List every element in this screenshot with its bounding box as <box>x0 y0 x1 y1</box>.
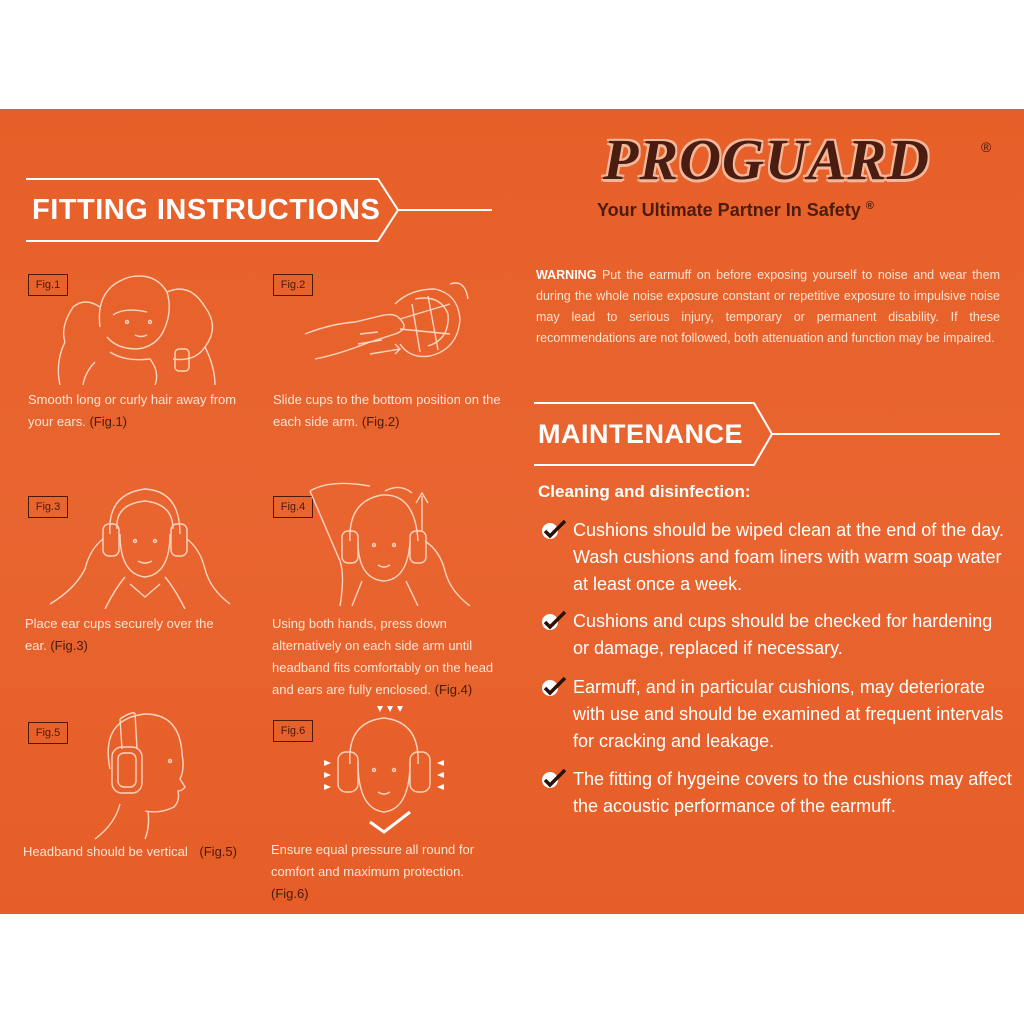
fig-6-caption: Ensure equal pressure all round for comfort and maximum protection. (Fig.6) <box>271 842 475 901</box>
warning-paragraph <box>536 265 1000 349</box>
person-placing-cups-icon <box>45 479 235 609</box>
side-view-headband-icon <box>90 709 200 844</box>
fig-4-label: Fig.4 <box>273 496 313 518</box>
fig-5-caption: Headband should be vertical (Fig.5) <box>23 844 237 859</box>
check-icon <box>541 676 567 698</box>
maintenance-item-text: Earmuff, and in particular cushions, may deteriorate with use and should be examined at frequent intervals for cracking and leakage. <box>573 677 1004 751</box>
brand-registered-mark: ® <box>981 139 992 155</box>
brand-name: PROGUARD <box>603 127 931 192</box>
maintenance-item-text: Cushions and cups should be checked for hardening or damage, replaced if necessary. <box>573 611 993 658</box>
fig-1-caption: Smooth long or curly hair away from your ears. (Fig.1) <box>28 392 237 429</box>
maintenance-item <box>541 766 1011 822</box>
maintenance-title: MAINTENANCE <box>538 419 743 449</box>
warning-heading: WARNING <box>536 268 597 282</box>
fitting-instructions-header <box>26 179 496 241</box>
maintenance-item-text: Cushions should be wiped clean at the end of the day. Wash cushions and foam liners with warm soap water at least once a week. <box>573 520 1004 594</box>
maintenance-item <box>541 517 1011 601</box>
brand-tagline: Your Ultimate Partner In Safety ® <box>597 200 874 220</box>
maintenance-item <box>541 674 1011 758</box>
front-view-pressure-icon <box>322 704 447 839</box>
instruction-panel <box>0 109 1024 914</box>
hand-sliding-cup-icon <box>300 274 470 369</box>
fig-3-caption: Place ear cups securely over the ear. (Fig.3) <box>25 616 214 653</box>
fig-1-label: Fig.1 <box>28 274 68 296</box>
person-smoothing-hair-icon <box>55 267 225 385</box>
warning-text: Put the earmuff on before exposing yourself to noise and wear them during the whole noise exposure constant or repetitive exposure to impulsive noise may lead to serious injury, temporary or permanent disability. If these recommendations are not followed, both attenuation and function may be impaired. <box>536 268 1000 345</box>
fitting-instructions-title: FITTING INSTRUCTIONS <box>32 194 381 226</box>
check-icon <box>541 768 567 790</box>
brand-logo <box>603 127 1003 193</box>
person-adjusting-headband-icon <box>300 481 480 606</box>
maintenance-header <box>534 403 1004 465</box>
maintenance-item <box>541 608 1011 664</box>
check-icon <box>541 610 567 632</box>
check-icon <box>541 519 567 541</box>
cleaning-subheading: Cleaning and disinfection: <box>538 482 751 501</box>
fig-5-label: Fig.5 <box>28 722 68 744</box>
fig-6-label: Fig.6 <box>273 720 313 742</box>
maintenance-item-text: The fitting of hygeine covers to the cushions may affect the acoustic performance of the earmuff. <box>573 769 1012 816</box>
fig-2-label: Fig.2 <box>273 274 313 296</box>
fig-4-caption: Using both hands, press down alternatively on each side arm until headband fits comfortably on the head and ears are fully enclosed. (Fig.4) <box>272 616 494 697</box>
fig-3-label: Fig.3 <box>28 496 68 518</box>
fig-2-caption: Slide cups to the bottom position on the each side arm. (Fig.2) <box>273 392 501 429</box>
